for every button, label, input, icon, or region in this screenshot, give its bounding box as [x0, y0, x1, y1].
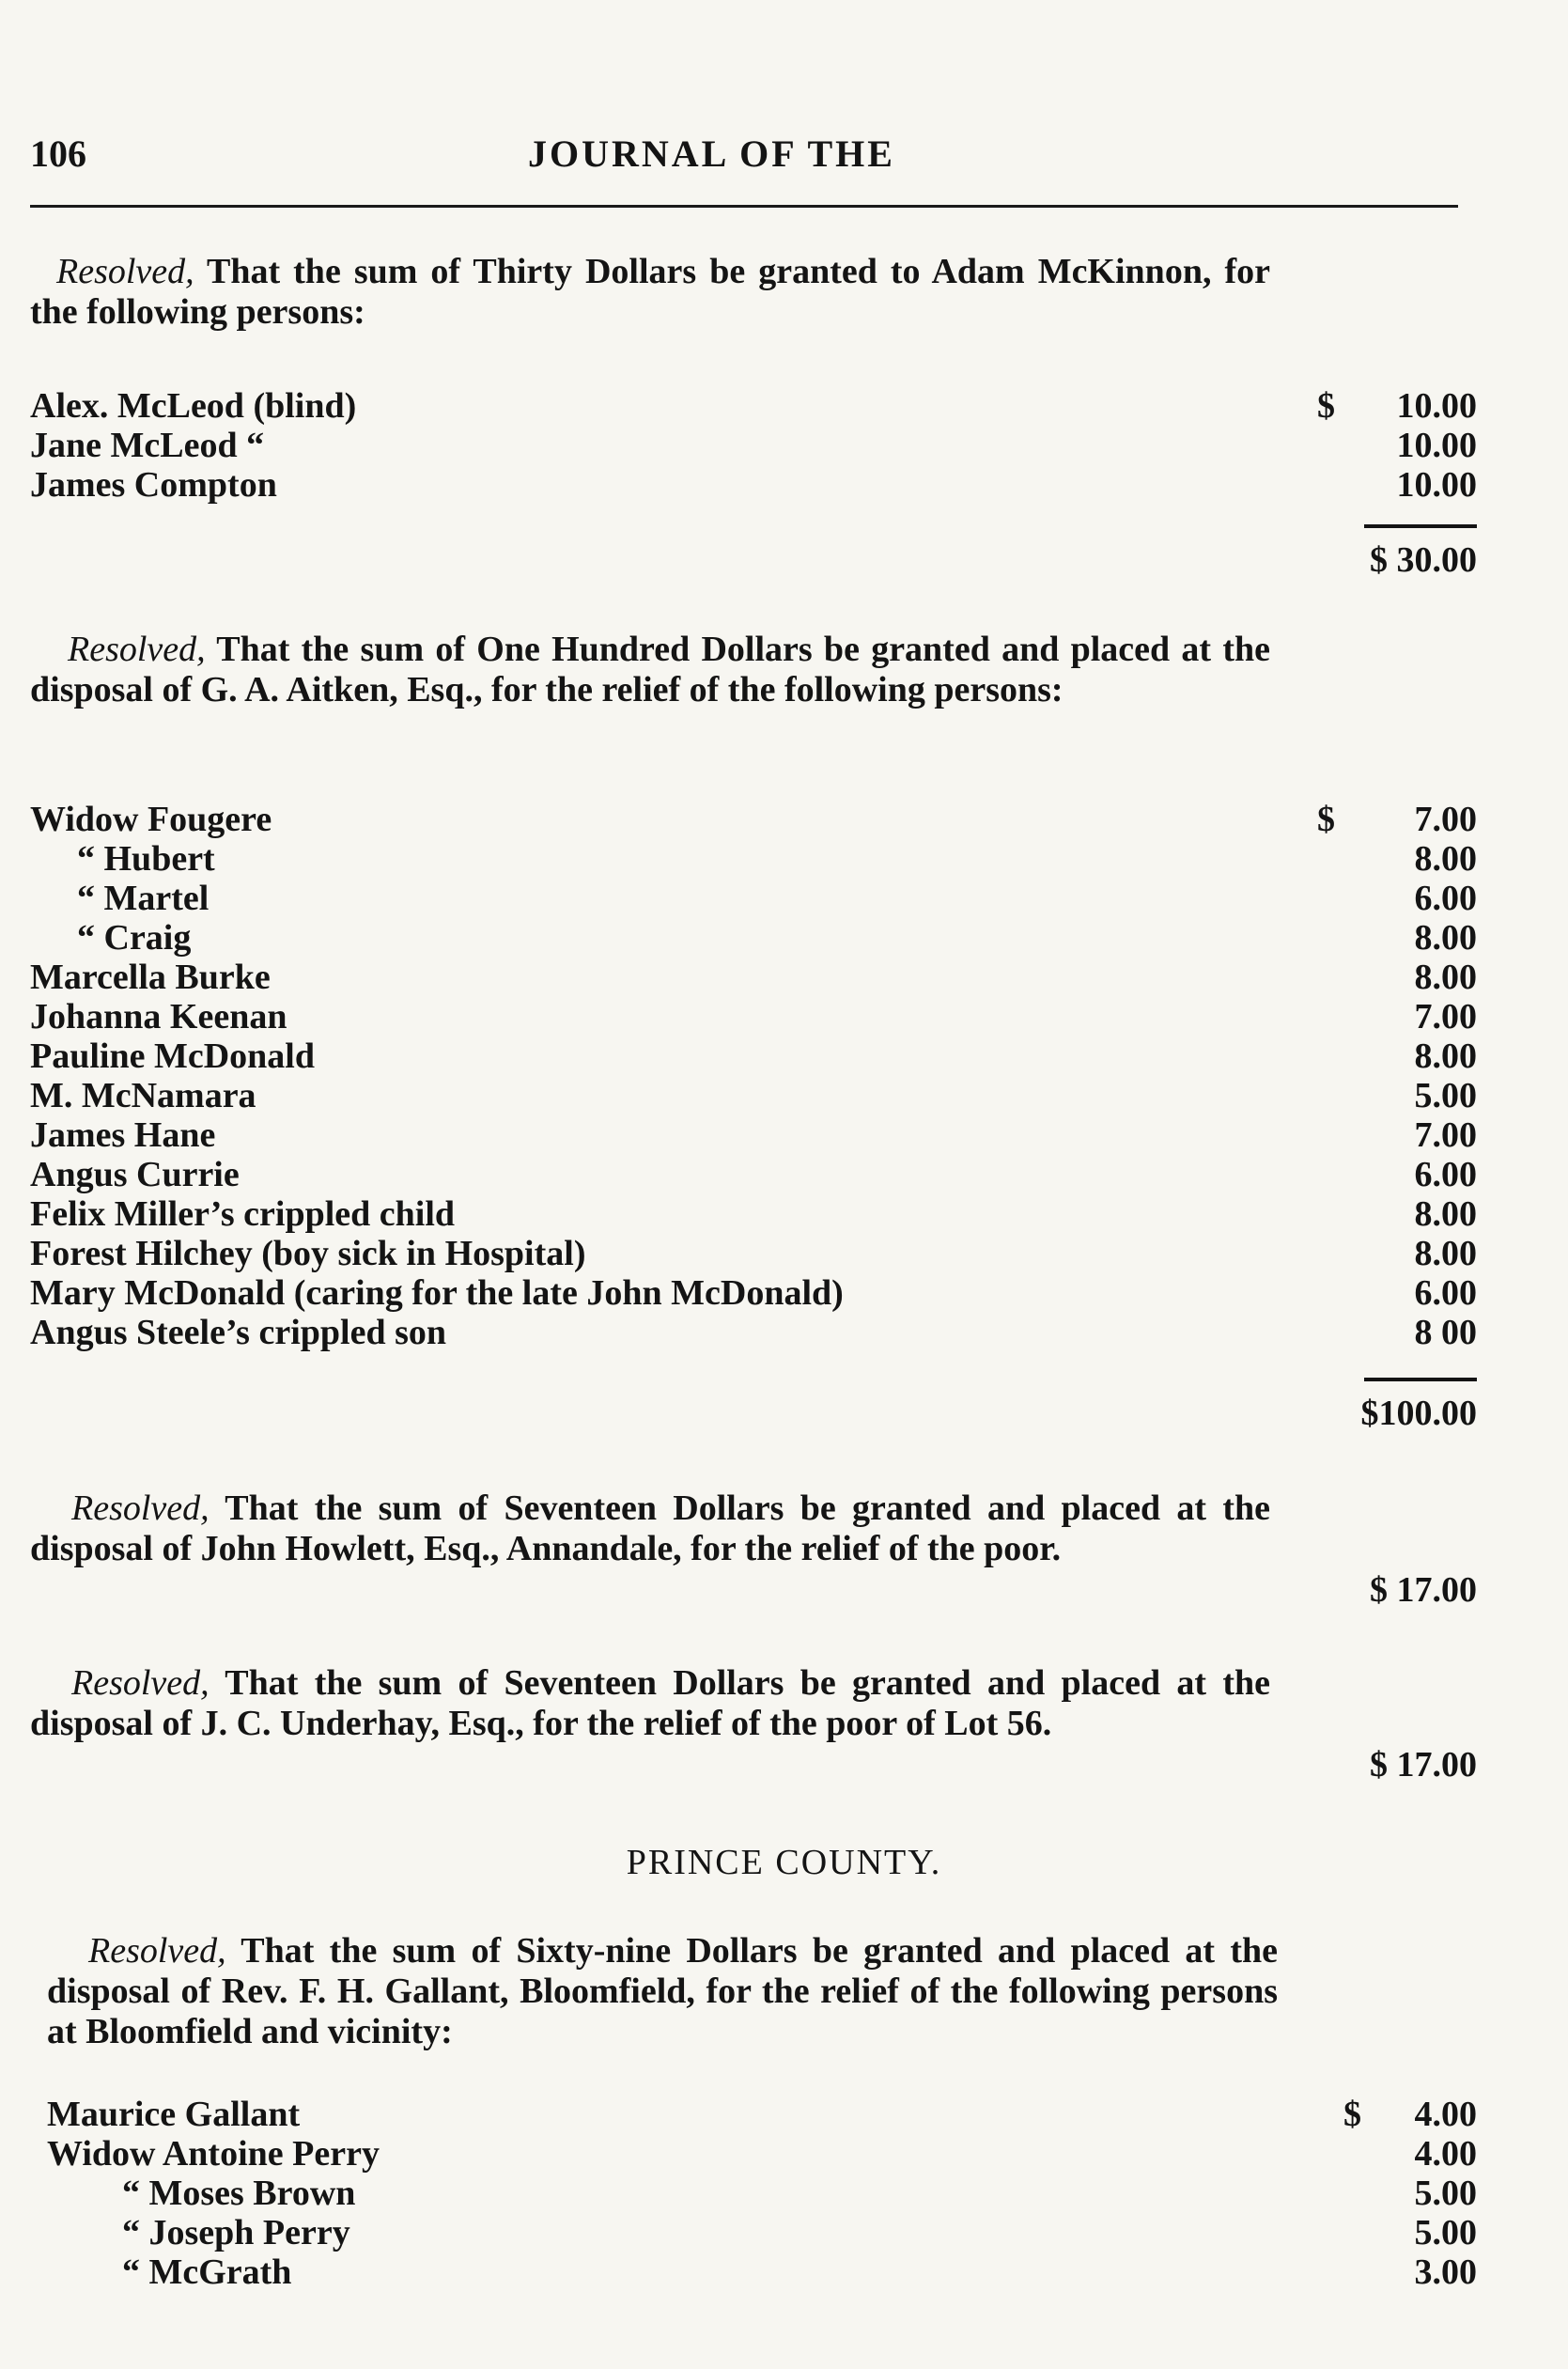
amount: 7.00 — [1414, 1115, 1477, 1155]
list-item — [30, 1272, 1477, 1312]
resolved-label: Resolved, — [88, 1931, 226, 1971]
amount: 5.00 — [1414, 1076, 1477, 1115]
list-item — [47, 2252, 1477, 2291]
amount: 7.00 — [1414, 997, 1477, 1036]
list-item — [47, 2133, 1477, 2173]
amount: 3.00 — [1414, 2252, 1477, 2292]
recipient-name: “ Joseph Perry — [122, 2213, 350, 2252]
resolution-amount: $ 17.00 — [1370, 1570, 1477, 1610]
recipient-name: Widow Antoine Perry — [47, 2134, 380, 2174]
recipient-name: Felix Miller’s crippled child — [30, 1194, 456, 1234]
amount: 10.00 — [1396, 465, 1477, 505]
list-item — [30, 878, 1477, 917]
recipient-name: Mary McDonald (caring for the late John McDonald) — [30, 1273, 844, 1313]
county-heading: PRINCE COUNTY. — [626, 1843, 942, 1882]
resolution-text: That the sum of Sixty-nine Dollars be granted and placed at the disposal of Rev. F. H. Gallant, Bloomfield, for the relief of the following persons at Bloomfield and vicinity: — [47, 1931, 1278, 2051]
resolution-text: That the sum of One Hundred Dollars be granted and placed at the disposal of G. A. Aitken, Esq., for the relief of the following persons: — [30, 630, 1270, 709]
relief-list — [30, 799, 1477, 1351]
amount: 6.00 — [1414, 879, 1477, 918]
page-number: 106 — [30, 132, 86, 175]
recipient-name: M. McNamara — [30, 1076, 256, 1115]
resolved-label: Resolved, — [71, 1663, 210, 1703]
dollar-sign: $ — [1317, 800, 1335, 839]
list-item — [30, 1312, 1477, 1351]
relief-list — [47, 2094, 1477, 2291]
recipient-name: James Compton — [30, 465, 277, 505]
amount: 6.00 — [1414, 1273, 1477, 1313]
recipient-name: Forest Hilchey (boy sick in Hospital) — [30, 1234, 586, 1273]
list-item — [30, 1193, 1477, 1233]
recipient-name: “ Martel — [77, 879, 210, 918]
dollar-sign: $ — [1343, 2095, 1361, 2134]
amount: 10.00 — [1396, 386, 1477, 426]
section-total — [30, 536, 1477, 581]
list-item — [30, 996, 1477, 1036]
amount: 10.00 — [1396, 426, 1477, 465]
list-item — [30, 385, 1477, 425]
resolution-text: That the sum of Seventeen Dollars be granted and placed at the disposal of J. C. Underhay, Esq., for the relief of the poor of Lot 56. — [30, 1663, 1270, 1743]
amount: 8 00 — [1414, 1313, 1477, 1352]
list-item — [47, 2094, 1477, 2133]
header-rule — [30, 205, 1458, 208]
recipient-name: “ Moses Brown — [122, 2174, 356, 2213]
recipient-name: Angus Currie — [30, 1155, 240, 1194]
amount: 7.00 — [1414, 800, 1477, 839]
list-item — [30, 1036, 1477, 1075]
amount: 5.00 — [1414, 2213, 1477, 2252]
list-item — [30, 957, 1477, 996]
amount: 8.00 — [1414, 958, 1477, 997]
recipient-name: “ Craig — [77, 918, 192, 958]
total-amount: $100.00 — [1360, 1394, 1477, 1433]
amount: 8.00 — [1414, 1036, 1477, 1076]
recipient-name: “ McGrath — [122, 2252, 292, 2292]
list-item — [30, 425, 1477, 464]
list-item — [30, 464, 1477, 504]
recipient-name: Widow Fougere — [30, 800, 272, 839]
amount: 8.00 — [1414, 918, 1477, 958]
total-rule — [1364, 1378, 1477, 1381]
resolved-label: Resolved, — [71, 1488, 210, 1528]
amount: 8.00 — [1414, 1194, 1477, 1234]
total-rule — [1364, 524, 1477, 528]
list-item — [30, 838, 1477, 878]
recipient-name: Maurice Gallant — [47, 2095, 301, 2134]
resolution-paragraph — [30, 1663, 1270, 1744]
list-item — [30, 1154, 1477, 1193]
amount: 4.00 — [1414, 2134, 1477, 2174]
dollar-sign: $ — [1317, 386, 1335, 426]
amount: 5.00 — [1414, 2174, 1477, 2213]
running-title: JOURNAL OF THE — [528, 132, 895, 175]
list-item — [47, 2212, 1477, 2252]
recipient-name: James Hane — [30, 1115, 216, 1155]
page-header — [30, 132, 1458, 180]
resolved-label: Resolved, — [56, 252, 194, 291]
list-item — [30, 799, 1477, 838]
resolution-text: That the sum of Thirty Dollars be granted to Adam McKinnon, for the following persons: — [30, 252, 1270, 332]
resolution-paragraph — [30, 1488, 1270, 1569]
resolution-paragraph — [30, 630, 1270, 710]
list-item — [47, 2173, 1477, 2212]
recipient-name: Jane McLeod “ — [30, 426, 265, 465]
amount: 8.00 — [1414, 839, 1477, 879]
list-item — [30, 917, 1477, 957]
recipient-name: Alex. McLeod (blind) — [30, 386, 357, 426]
amount: 8.00 — [1414, 1234, 1477, 1273]
recipient-name: Angus Steele’s crippled son — [30, 1313, 447, 1352]
recipient-name: Marcella Burke — [30, 958, 271, 997]
amount: 4.00 — [1414, 2095, 1477, 2134]
recipient-name: Pauline McDonald — [30, 1036, 315, 1076]
list-item — [30, 1114, 1477, 1154]
total-amount: $ 30.00 — [1370, 540, 1477, 580]
amount: 6.00 — [1414, 1155, 1477, 1194]
recipient-name: “ Hubert — [77, 839, 215, 879]
resolution-paragraph — [30, 252, 1270, 333]
recipient-name: Johanna Keenan — [30, 997, 287, 1036]
section-total — [30, 1389, 1477, 1434]
resolution-paragraph — [47, 1931, 1278, 2052]
resolution-text: That the sum of Seventeen Dollars be granted and placed at the disposal of John Howlett, Esq., Annandale, for the relief of the poor. — [30, 1488, 1270, 1568]
relief-list — [30, 385, 1477, 504]
list-item — [30, 1075, 1477, 1114]
resolution-amount: $ 17.00 — [1370, 1745, 1477, 1785]
resolved-label: Resolved, — [68, 630, 206, 669]
list-item — [30, 1233, 1477, 1272]
